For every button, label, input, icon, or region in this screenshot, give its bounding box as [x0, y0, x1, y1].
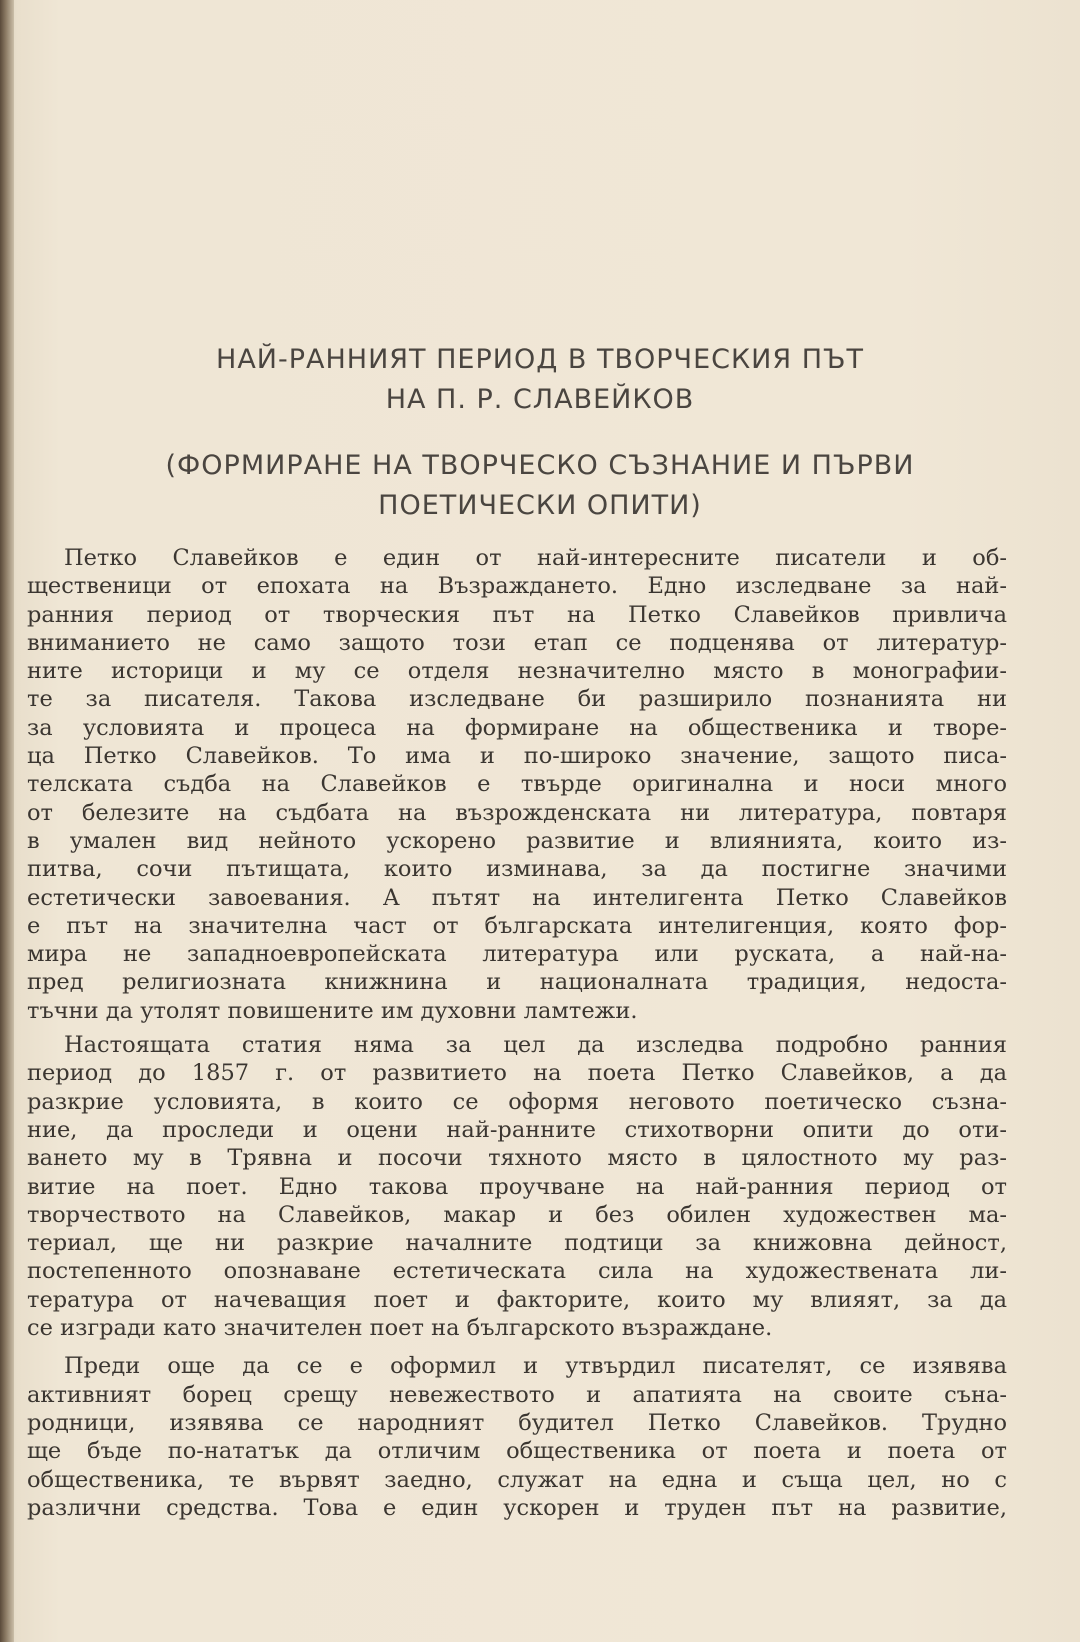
subtitle-line-1: (ФОРМИРАНЕ НА ТВОРЧЕСКО СЪЗНАНИЕ И ПЪРВИ	[165, 450, 915, 481]
text-line: активният борец срещу невежеството и апатията на своите съна-	[27, 1381, 1007, 1408]
text-line: пред религиозната книжнина и националната традиция, недоста-	[27, 969, 1007, 996]
text-line: ние, да проследи и оцени най-ранните стихотворни опити до оти-	[27, 1116, 1007, 1143]
title-line-1: НАЙ-РАННИЯТ ПЕРИОД В ТВОРЧЕСКИЯ ПЪТ	[216, 344, 864, 375]
text-line: ца Петко Славейков. То има и по-широко значение, защото писа-	[27, 743, 1007, 770]
book-binding-edge	[0, 0, 14, 1642]
text-line: общественика, те вървят заедно, служат на една и съща цел, но с	[27, 1466, 1007, 1493]
text-line: Преди още да се е оформил и утвърдил писателят, се изявява	[64, 1353, 1007, 1380]
text-line: телската съдба на Славейков е твърде оригинална и носи много	[27, 771, 1007, 798]
text-line: те за писателя. Такова изследване би разширило познанията ни	[27, 686, 1007, 713]
text-line: Настоящата статия няма за цел да изследва подробно ранния	[64, 1032, 1007, 1059]
article-title	[60, 340, 1020, 420]
paragraph-1	[27, 544, 1007, 1025]
text-line: ранния период от творческия път на Петко Славейков привлича	[27, 601, 1007, 628]
text-line: ните историци и му се отделя незначително място в монографии-	[27, 658, 1007, 685]
text-line: естетически завоевания. А пътят на интелигента Петко Славейков	[27, 884, 1007, 911]
text-line: от белезите на съдбата на възрожденската ни литература, повтаря	[27, 799, 1007, 826]
paragraph-3	[27, 1352, 1007, 1522]
text-line: тъчни да утолят повишените им духовни ламтежи.	[27, 997, 638, 1024]
text-line: витие на поет. Едно такова проучване на най-ранния период от	[27, 1173, 1007, 1200]
title-line-2: НА П. Р. СЛАВЕЙКОВ	[385, 384, 695, 415]
text-line: мира не западноевропейската литература или руската, а най-на-	[27, 941, 1007, 968]
text-line: период до 1857 г. от развитието на поета Петко Славейков, а да	[27, 1060, 1007, 1087]
text-line: вниманието не само защото този етап се подценява от литератур-	[27, 629, 1007, 656]
text-line: се изгради като значителен поет на българското възраждане.	[27, 1315, 773, 1342]
text-line: щественици от епохата на Възраждането. Едно изследване за най-	[27, 573, 1007, 600]
subtitle-line-2: ПОЕТИЧЕСКИ ОПИТИ)	[378, 490, 702, 521]
text-line: ще бъде по-нататък да отличим общественика от поета и поета от	[27, 1438, 1007, 1465]
text-line: тература от начеващия поет и факторите, които му влияят, за да	[27, 1286, 1007, 1313]
text-line: е път на значителна част от българската интелигенция, която фор-	[27, 912, 1007, 939]
text-line: питва, сочи пътищата, които изминава, за да постигне значими	[27, 856, 1007, 883]
text-line: териал, ще ни разкрие началните подтици за книжовна дейност,	[27, 1230, 1007, 1257]
article-body	[27, 544, 1007, 1522]
text-line: различни средства. Това е един ускорен и труден път на развитие,	[27, 1494, 1007, 1521]
text-line: родници, изявява се народният будител Петко Славейков. Трудно	[27, 1409, 1007, 1436]
text-line: постепенното опознаване естетическата сила на художествената ли-	[27, 1258, 1007, 1285]
text-line: за условията и процеса на формиране на общественика и творе-	[27, 714, 1007, 741]
text-line: в умален вид нейното ускорено развитие и влиянията, които из-	[27, 827, 1007, 854]
paragraph-2	[27, 1031, 1007, 1342]
text-line: ването му в Трявна и посочи тяхното място в цялостното му раз-	[27, 1145, 1007, 1172]
text-line: разкрие условията, в които се оформя неговото поетическо съзна-	[27, 1088, 1007, 1115]
text-line: Петко Славейков е един от най-интересните писатели и об-	[64, 545, 1007, 571]
article-subtitle	[60, 446, 1020, 526]
text-line: творчеството на Славейков, макар и без обилен художествен ма-	[27, 1201, 1007, 1228]
